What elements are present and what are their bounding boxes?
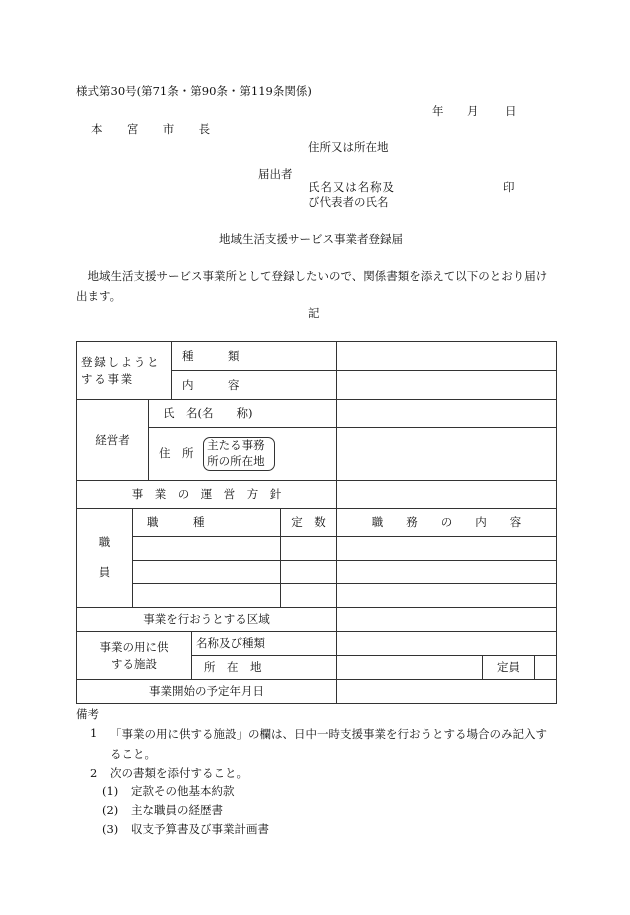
facility-label: 事業の用に供する施設	[99, 639, 169, 671]
applicant-name-label-2: び代表者の氏名	[308, 195, 389, 209]
duties-input-1[interactable]	[337, 537, 557, 561]
date-year: 年	[432, 104, 444, 118]
start-date-input[interactable]	[337, 680, 557, 704]
type-label-cell	[172, 342, 337, 371]
sub-item-1-text: 定款その他基本約款	[131, 784, 235, 798]
policy-label-cell	[77, 481, 337, 509]
start-date-label-cell	[77, 680, 337, 704]
seal-mark: 印	[503, 180, 515, 194]
date-month: 月	[467, 104, 479, 118]
job-type-input-2[interactable]	[133, 561, 281, 584]
quota-input-1[interactable]	[281, 537, 337, 561]
area-label-cell	[77, 608, 337, 632]
note-item-1-text: 「事業の用に供する施設」の欄は、日中一時支援事業を行おうとする場合のみ記入すること。	[110, 727, 547, 761]
policy-label: 事 業 の 運 営 方 針	[131, 487, 282, 502]
start-date-label: 事業開始の予定年月日	[149, 684, 265, 699]
form-number: 様式第30号(第71条・第90条・第119条関係)	[76, 84, 312, 98]
operator-name-label: 氏 名(名 称)	[163, 406, 253, 421]
notes-title: 備考	[76, 707, 99, 721]
content-label-cell	[172, 371, 337, 400]
applicant-address-label: 住所又は所在地	[308, 140, 389, 154]
applicant-label: 届出者	[258, 167, 293, 181]
ki-mark: 記	[308, 306, 320, 320]
operator-address-label-cell	[149, 428, 337, 481]
registration-table	[76, 341, 557, 704]
sub-item-3-text: 収支予算書及び事業計画書	[131, 822, 269, 836]
job-type-header: 職 種	[147, 515, 205, 530]
operator-label: 経営者	[95, 432, 130, 447]
note-item-1-num: 1	[90, 726, 98, 740]
type-label: 種 類	[182, 348, 240, 363]
operator-address-label: 住 所	[159, 446, 194, 460]
duties-header-cell	[337, 509, 557, 537]
quota-header: 定 数	[291, 515, 326, 530]
content-input[interactable]	[337, 371, 557, 400]
facility-name-label-cell	[192, 632, 337, 656]
facility-name-label: 名称及び種類	[196, 636, 266, 651]
note-item-2-text: 次の書類を添付すること。	[110, 766, 248, 780]
duties-header: 職 務 の 内 容	[371, 515, 522, 530]
business-label-cell	[77, 342, 172, 400]
sub-item-1-num: (1)	[102, 784, 119, 798]
date-day: 日	[505, 104, 517, 118]
facility-location-label: 所 在 地	[204, 660, 262, 675]
job-type-input-3[interactable]	[133, 584, 281, 608]
sub-item-2-text: 主な職員の経歴書	[131, 803, 223, 817]
job-type-input-1[interactable]	[133, 537, 281, 561]
job-type-header-cell	[133, 509, 281, 537]
quota-header-cell	[281, 509, 337, 537]
area-input[interactable]	[337, 608, 557, 632]
facility-location-input[interactable]	[337, 656, 483, 680]
operator-label-cell	[77, 400, 149, 481]
quota-input-2[interactable]	[281, 561, 337, 584]
addressee: 本 宮 市 長	[91, 122, 221, 136]
area-label: 事業を行おうとする区域	[143, 612, 270, 627]
facility-name-input[interactable]	[337, 632, 557, 656]
type-input[interactable]	[337, 342, 557, 371]
duties-input-2[interactable]	[337, 561, 557, 584]
facility-location-label-cell	[192, 656, 337, 680]
operator-address-note: 主たる事務所の所在地	[203, 437, 275, 470]
business-label: 登録しようとする事業	[81, 354, 161, 386]
capacity-label-cell	[483, 656, 535, 680]
operator-name-label-cell	[149, 400, 337, 428]
facility-label-cell	[77, 632, 192, 680]
note-item-2-num: 2	[90, 766, 98, 780]
staff-label-cell	[77, 509, 133, 608]
content-label: 内 容	[182, 377, 240, 392]
duties-input-3[interactable]	[337, 584, 557, 608]
operator-name-input[interactable]	[337, 400, 557, 428]
staff-label-1: 職	[98, 535, 111, 550]
quota-input-3[interactable]	[281, 584, 337, 608]
document-title: 地域生活支援サービス事業者登録届	[219, 232, 403, 246]
capacity-label: 定員	[497, 660, 521, 675]
capacity-input[interactable]	[535, 656, 557, 680]
sub-item-3-num: (3)	[102, 822, 119, 836]
operator-address-input[interactable]	[337, 428, 557, 481]
sub-item-2-num: (2)	[102, 803, 119, 817]
policy-input[interactable]	[337, 481, 557, 509]
staff-label-2: 員	[98, 565, 111, 579]
body-text: 地域生活支援サービス事業所として登録したいので、関係書類を添えて以下のとおり届け出ます。	[76, 269, 548, 303]
applicant-name-label-1: 氏名又は名称及	[308, 180, 395, 194]
